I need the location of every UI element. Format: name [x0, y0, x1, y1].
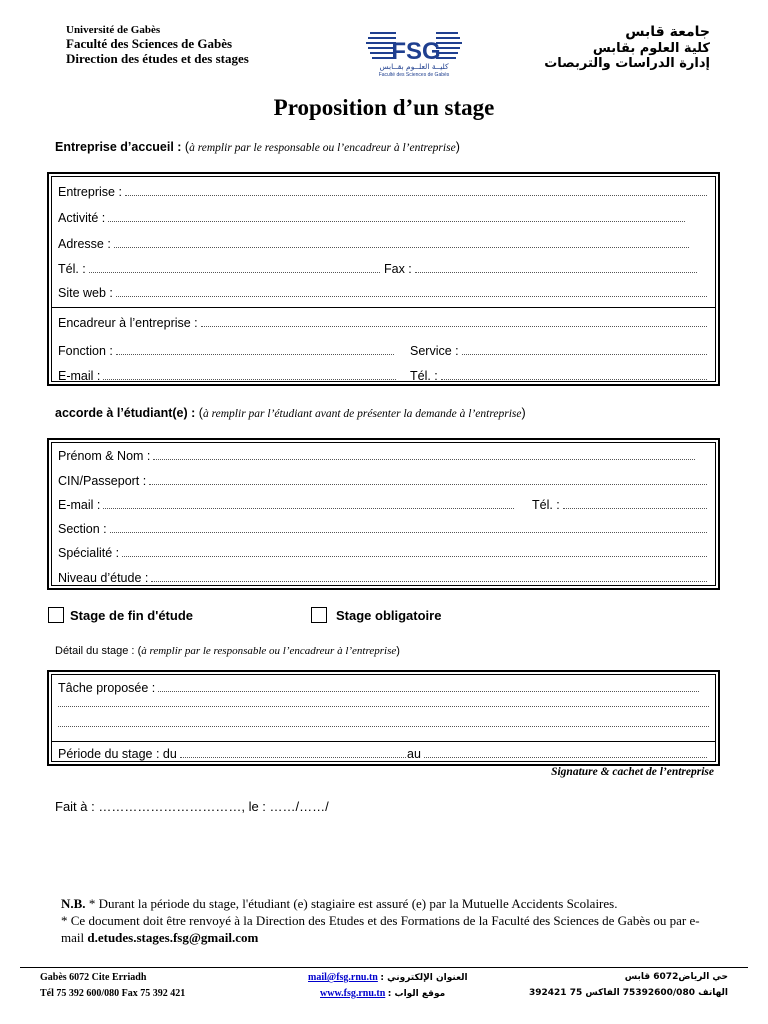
etudiant-email-field[interactable] — [58, 498, 514, 512]
footer-web-line — [320, 988, 445, 999]
encadreur-label: Encadreur à l’entreprise : — [58, 316, 198, 330]
periode-du-label: Période du stage : du — [58, 747, 177, 761]
etudiant-tel-field[interactable] — [532, 498, 707, 512]
fax-label: Fax : — [384, 262, 412, 276]
footer-divider — [20, 967, 748, 968]
encadreur-email-field[interactable] — [58, 369, 396, 383]
section-etudiant-label: accorde à l’étudiant(e) : (à remplir par l’étudiant avant de présenter la demande à l’entreprise) — [55, 406, 526, 420]
direction-name: Direction des études et des stages — [66, 50, 249, 66]
page-title: Proposition d’un stage — [273, 95, 495, 120]
encadreur-email-label: E-mail : — [58, 369, 101, 383]
logo-arabic-text: كليــة العلــوم بقــابس — [379, 62, 449, 71]
tache-label: Tâche proposée : — [58, 681, 156, 695]
note-1-text: * Durant la période du stage, l'étudiant (e) stagiaire est assuré (e) par la Mutuelle Accidents Scolaires. — [88, 896, 618, 911]
stage-obligatoire-checkbox[interactable] — [311, 607, 327, 623]
adresse-label: Adresse : — [58, 237, 111, 251]
section-entreprise-hint: à remplir par le responsable ou l’encadreur à l’entreprise — [189, 142, 456, 154]
activite-field[interactable] — [58, 211, 685, 225]
etudiant-box — [47, 438, 720, 590]
section-etudiant-title: accorde à l’étudiant(e) : — [55, 406, 196, 420]
contact-email: d.etudes.stages.fsg@gmail.com — [87, 929, 259, 945]
fonction-label: Fonction : — [58, 344, 113, 358]
entreprise-label: Entreprise : — [58, 185, 122, 199]
detail-box — [47, 670, 720, 766]
note-1 — [61, 896, 716, 913]
section-field[interactable] — [58, 522, 707, 536]
note-2-text: * Ce document doit être renvoyé à la Direction des Etudes et des Formations de la Faculté des Sciences de Gabès ou par e-mail — [61, 912, 700, 945]
adresse-field[interactable] — [58, 237, 689, 251]
notes — [61, 896, 716, 947]
service-label: Service : — [410, 344, 459, 358]
footer-email-link[interactable]: mail@fsg.rnu.tn — [308, 972, 378, 983]
footer-address-fr: Gabès 6072 Cite Erriadh — [40, 972, 147, 983]
stage-fin-etude-checkbox[interactable] — [48, 607, 64, 623]
cin-field[interactable] — [58, 474, 707, 488]
direction-name-ar: إدارة الدراسات والتربصات — [544, 56, 710, 72]
note-2 — [61, 913, 716, 947]
tache-field[interactable] — [58, 681, 699, 695]
site-web-label: Site web : — [58, 286, 113, 300]
specialite-field[interactable] — [58, 546, 707, 560]
entreprise-box — [47, 172, 720, 386]
niveau-field[interactable] — [58, 571, 707, 585]
signature-label: Signature & cachet de l’entreprise — [551, 766, 714, 778]
tache-line-3[interactable] — [58, 725, 709, 730]
header-right — [544, 24, 710, 72]
encadreur-tel-field[interactable] — [410, 369, 707, 383]
prenom-nom-label: Prénom & Nom : — [58, 449, 151, 463]
section-detail-hint: à remplir par le responsable ou l’encadreur à l’entreprise — [141, 645, 397, 657]
faculty-name: Faculté des Sciences de Gabès — [66, 35, 233, 51]
tache-line-2[interactable] — [58, 705, 709, 710]
fsg-logo — [364, 22, 464, 78]
encadreur-tel-label: Tél. : — [410, 369, 438, 383]
footer-web-link[interactable]: www.fsg.rnu.tn — [320, 988, 386, 999]
periode-du-field[interactable] — [58, 747, 406, 761]
section-detail-label: Détail du stage : (à remplir par le responsable ou l’encadreur à l’entreprise) — [55, 645, 400, 657]
activite-label: Activité : — [58, 211, 106, 225]
tel-label: Tél. : — [58, 262, 86, 276]
stage-obligatoire-label: Stage obligatoire — [336, 608, 442, 623]
site-web-field[interactable] — [58, 286, 707, 300]
nb-label: N.B. — [61, 896, 86, 911]
footer-web-label-ar: : موقع الواب — [387, 989, 446, 999]
footer-address-ar: حي الرياض6072 قابس — [624, 972, 728, 982]
specialite-label: Spécialité : — [58, 546, 120, 560]
footer-email-label-ar: : العنوان الإلكتروني — [380, 973, 468, 983]
faculty-name-ar: كلية العلوم بقابس — [592, 40, 710, 56]
logo-text: FSG — [391, 38, 441, 65]
prenom-nom-field[interactable] — [58, 449, 695, 463]
etudiant-tel-label: Tél. : — [532, 498, 560, 512]
fonction-field[interactable] — [58, 344, 394, 358]
niveau-label: Niveau d’étude : — [58, 571, 149, 585]
footer-phone-ar: الهاتف 75392600/080 الفاكس 75 392421 — [529, 988, 728, 998]
encadreur-field[interactable] — [58, 316, 707, 330]
section-detail-title: Détail du stage : — [55, 645, 135, 657]
stage-fin-etude-label: Stage de fin d'étude — [70, 608, 193, 623]
university-name-ar: جامعة قابس — [625, 24, 710, 40]
service-field[interactable] — [410, 344, 707, 358]
section-entreprise-title: Entreprise d’accueil : — [55, 140, 182, 154]
entreprise-field[interactable] — [58, 185, 707, 199]
section-etudiant-hint: à remplir par l’étudiant avant de présenter la demande à l’entreprise — [202, 408, 522, 420]
periode-au-label: au — [407, 747, 421, 761]
logo-french-text: Faculté des Sciences de Gabès — [378, 72, 450, 78]
section-label: Section : — [58, 522, 107, 536]
header-left — [66, 24, 249, 67]
tel-field[interactable] — [58, 262, 380, 276]
fax-field[interactable] — [384, 262, 697, 276]
cin-label: CIN/Passeport : — [58, 474, 147, 488]
periode-au-field[interactable] — [407, 747, 707, 761]
university-name: Université de Gabès — [66, 24, 161, 36]
fait-a-line[interactable]: Fait à : ……………………………, le : ……/……/ — [55, 799, 329, 814]
section-entreprise-label: Entreprise d’accueil : (à remplir par le responsable ou l’encadreur à l’entreprise) — [55, 140, 460, 154]
footer-phone-fr: Tél 75 392 600/080 Fax 75 392 421 — [40, 988, 186, 999]
etudiant-email-label: E-mail : — [58, 498, 101, 512]
footer-email-line — [308, 972, 468, 983]
